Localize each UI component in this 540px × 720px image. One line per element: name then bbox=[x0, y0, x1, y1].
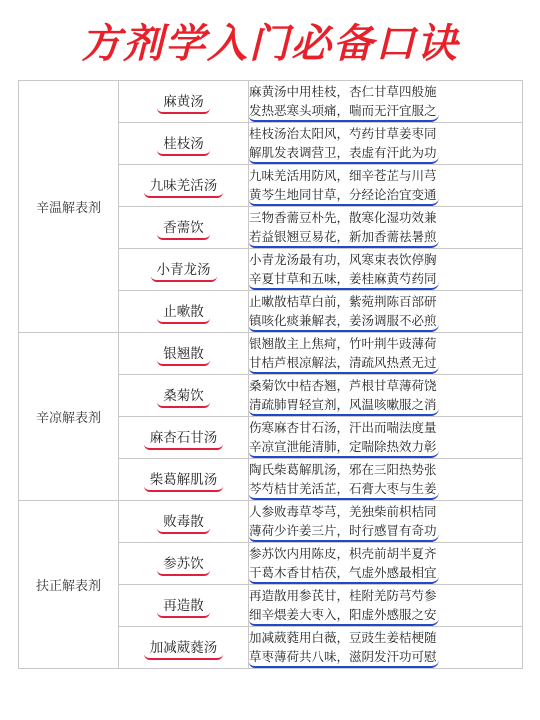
category-cell: 辛凉解表剂 bbox=[19, 333, 119, 501]
verse-cell bbox=[249, 291, 523, 333]
verse-cell bbox=[249, 249, 523, 291]
verse-line-2: 薄荷少许姜三片，时行感冒有奇功 bbox=[249, 521, 439, 542]
table-row bbox=[19, 501, 523, 543]
verse-line-1: 九味羌活用防风，细辛苍芷与川芎 bbox=[249, 167, 437, 183]
formula-name: 败毒散 bbox=[157, 510, 210, 534]
verse-cell bbox=[249, 459, 523, 501]
verse-line-1: 小青龙汤最有功，风寒束表饮停胸 bbox=[249, 251, 437, 267]
verse-line-1: 陶氏柴葛解肌汤，邪在三阳热势张 bbox=[249, 461, 437, 477]
formula-name: 小青龙汤 bbox=[151, 258, 217, 282]
formula-name: 麻杏石甘汤 bbox=[144, 426, 224, 450]
verse-line-2: 干葛木香甘桔茯，气虚外感最相宜 bbox=[249, 563, 439, 584]
formula-name-cell bbox=[119, 501, 249, 543]
formula-name-cell bbox=[119, 375, 249, 417]
formula-name: 止嗽散 bbox=[157, 300, 210, 324]
verse-line-2: 辛凉宣泄能清肺，定喘除热效力彰 bbox=[249, 437, 439, 458]
formula-name: 加减葳蕤汤 bbox=[144, 636, 224, 660]
formula-name-cell bbox=[119, 333, 249, 375]
formula-name-cell bbox=[119, 585, 249, 627]
verse-line-1: 参苏饮内用陈皮，枳壳前胡半夏齐 bbox=[249, 545, 437, 561]
formula-name-cell bbox=[119, 249, 249, 291]
verse-line-1: 三物香薷豆朴先，散寒化湿功效兼 bbox=[249, 209, 437, 225]
formula-name-cell bbox=[119, 165, 249, 207]
verse-line-2: 清疏肺胃轻宣剂，风温咳嗽服之消 bbox=[249, 395, 439, 416]
verse-line-1: 止嗽散桔草白前，紫菀荆陈百部研 bbox=[249, 293, 437, 309]
formula-table bbox=[18, 80, 523, 669]
formula-name: 柴葛解肌汤 bbox=[144, 468, 224, 492]
formula-name: 再造散 bbox=[157, 594, 210, 618]
verse-line-1: 桂枝汤治太阳风，芍药甘草姜枣同 bbox=[249, 125, 437, 141]
verse-line-1: 伤寒麻杏甘石汤，汗出而喘法度量 bbox=[249, 419, 437, 435]
page-title: 方剂学入门必备口诀 bbox=[81, 21, 459, 67]
verse-cell bbox=[249, 81, 523, 123]
table-row bbox=[19, 333, 523, 375]
verse-cell bbox=[249, 501, 523, 543]
verse-line-1: 麻黄汤中用桂枝，杏仁甘草四般施 bbox=[249, 83, 437, 99]
verse-cell bbox=[249, 585, 523, 627]
verse-cell bbox=[249, 417, 523, 459]
verse-line-2: 甘桔芦根凉解法，清疏风热煮无过 bbox=[249, 353, 439, 374]
formula-name-cell bbox=[119, 627, 249, 669]
formula-name: 银翘散 bbox=[157, 342, 210, 366]
verse-cell bbox=[249, 375, 523, 417]
formula-name: 香薷饮 bbox=[157, 216, 210, 240]
verse-line-2: 解肌发表调营卫，表虚有汗此为功 bbox=[249, 143, 439, 164]
verse-cell bbox=[249, 123, 523, 165]
formula-name: 麻黄汤 bbox=[157, 90, 210, 114]
formula-name-cell bbox=[119, 291, 249, 333]
verse-line-2: 镇咳化痰兼解表，姜汤调服不必煎 bbox=[249, 311, 439, 332]
verse-line-2: 芩芍桔甘羌活芷，石膏大枣与生姜 bbox=[249, 479, 439, 500]
verse-cell bbox=[249, 333, 523, 375]
verse-line-2: 细辛煨姜大枣入，阳虚外感服之安 bbox=[249, 605, 439, 626]
verse-cell bbox=[249, 627, 523, 669]
verse-line-2: 若益银翘豆易花，新加香薷祛暑煎 bbox=[249, 227, 439, 248]
category-cell: 扶正解表剂 bbox=[19, 501, 119, 669]
verse-line-1: 加减葳蕤用白薇，豆豉生姜桔梗随 bbox=[249, 629, 437, 645]
verse-cell bbox=[249, 543, 523, 585]
verse-cell bbox=[249, 207, 523, 249]
verse-line-2: 草枣薄荷共八味，滋阴发汗功可慰 bbox=[249, 647, 439, 668]
formula-name-cell bbox=[119, 543, 249, 585]
table-row bbox=[19, 81, 523, 123]
formula-name-cell bbox=[119, 207, 249, 249]
verse-line-2: 辛夏甘草和五味，姜桂麻黄芍药同 bbox=[249, 269, 439, 290]
verse-line-1: 银翘散主上焦疴，竹叶荆牛豉薄荷 bbox=[249, 335, 437, 351]
verse-cell bbox=[249, 165, 523, 207]
formula-name-cell bbox=[119, 417, 249, 459]
formula-name-cell bbox=[119, 81, 249, 123]
formula-name: 参苏饮 bbox=[157, 552, 210, 576]
formula-name-cell bbox=[119, 123, 249, 165]
verse-line-2: 黄芩生地同甘草，分经论治宜变通 bbox=[249, 185, 439, 206]
formula-name: 桂枝汤 bbox=[157, 132, 210, 156]
formula-name-cell bbox=[119, 459, 249, 501]
category-cell: 辛温解表剂 bbox=[19, 81, 119, 333]
verse-line-2: 发热恶寒头项痛，喘而无汗宜服之 bbox=[249, 101, 439, 122]
formula-name: 桑菊饮 bbox=[157, 384, 210, 408]
verse-line-1: 人参败毒草苓芎，羌独柴前枳桔同 bbox=[249, 503, 437, 519]
verse-line-1: 桑菊饮中桔杏翘，芦根甘草薄荷饶 bbox=[249, 377, 437, 393]
verse-line-1: 再造散用参芪甘，桂附羌防芎芍参 bbox=[249, 587, 437, 603]
formula-name: 九味羌活汤 bbox=[144, 174, 224, 198]
